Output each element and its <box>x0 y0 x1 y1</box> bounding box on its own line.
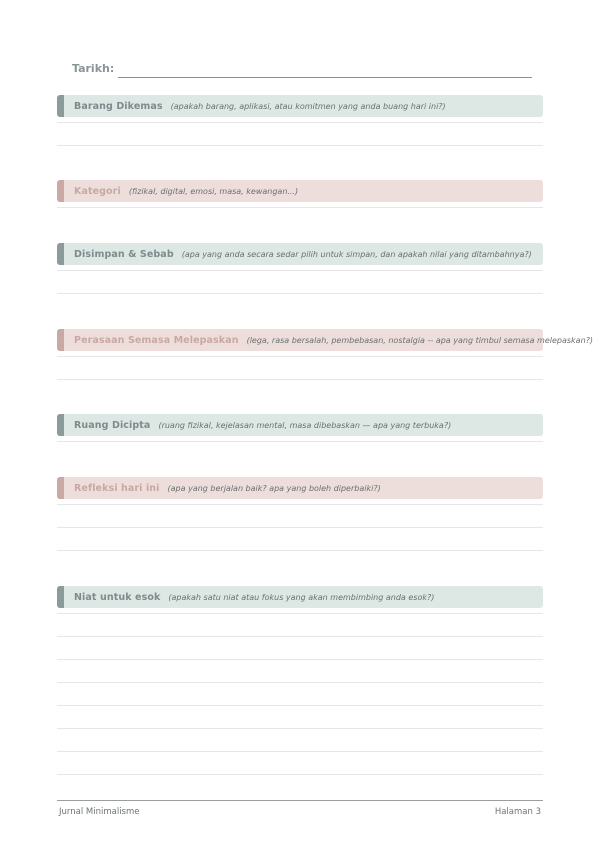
section-header <box>57 586 543 608</box>
section-header <box>57 180 543 202</box>
writing-line[interactable] <box>57 293 543 294</box>
section-hint: (ruang fizikal, kejelasan mental, masa dibebaskan — apa yang terbuka?) <box>158 420 452 430</box>
section-accent-bar <box>57 95 64 117</box>
section-hint: (fizikal, digital, emosi, masa, kewangan...) <box>128 186 299 196</box>
writing-line[interactable] <box>57 636 543 637</box>
section-refleksi <box>57 477 543 499</box>
writing-line[interactable] <box>57 751 543 752</box>
section-title: Perasaan Semasa Melepaskan <box>74 334 239 346</box>
writing-line[interactable] <box>57 356 543 357</box>
section-barang-dikemas <box>57 95 543 117</box>
section-title: Ruang Dicipta <box>74 419 151 431</box>
section-title: Refleksi hari ini <box>74 482 160 494</box>
section-title: Disimpan & Sebab <box>74 248 174 260</box>
section-accent-bar <box>57 243 64 265</box>
section-header <box>57 414 543 436</box>
section-hint: (apa yang berjalan baik? apa yang boleh diperbaiki?) <box>167 483 381 493</box>
section-header <box>57 477 543 499</box>
section-header <box>57 243 543 265</box>
section-kategori <box>57 180 543 202</box>
section-header <box>57 95 543 117</box>
writing-line[interactable] <box>57 774 543 775</box>
writing-line[interactable] <box>57 379 543 380</box>
date-label: Tarikh: <box>72 62 115 75</box>
date-input-line[interactable] <box>118 77 532 78</box>
section-header <box>57 329 594 351</box>
writing-line[interactable] <box>57 682 543 683</box>
section-hint: (apa yang anda secara sedar pilih untuk simpan, dan apakah nilai yang ditambahnya?) <box>181 249 532 259</box>
section-title: Niat untuk esok <box>74 591 161 603</box>
writing-line[interactable] <box>57 705 543 706</box>
section-accent-bar <box>57 586 64 608</box>
section-accent-bar <box>57 477 64 499</box>
section-hint: (apakah barang, aplikasi, atau komitmen yang anda buang hari ini?) <box>170 101 446 111</box>
writing-line[interactable] <box>57 207 543 208</box>
section-hint: (lega, rasa bersalah, pembebasan, nostalgia -- apa yang timbul semasa melepaskan?) <box>246 335 594 345</box>
writing-line[interactable] <box>57 550 543 551</box>
section-title: Barang Dikemas <box>74 100 163 112</box>
writing-line[interactable] <box>57 728 543 729</box>
writing-line[interactable] <box>57 145 543 146</box>
section-accent-bar <box>57 329 64 351</box>
writing-line[interactable] <box>57 504 543 505</box>
section-disimpan-sebab <box>57 243 543 265</box>
section-ruang-dicipta <box>57 414 543 436</box>
writing-line[interactable] <box>57 122 543 123</box>
section-accent-bar <box>57 180 64 202</box>
footer-journal-name: Jurnal Minimalisme <box>59 807 140 817</box>
writing-line[interactable] <box>57 270 543 271</box>
date-row <box>72 62 532 80</box>
footer-divider <box>57 800 543 801</box>
footer-page-number: Halaman 3 <box>494 807 541 817</box>
writing-line[interactable] <box>57 613 543 614</box>
writing-line[interactable] <box>57 441 543 442</box>
section-perasaan-melepaskan <box>57 329 594 351</box>
section-niat-esok <box>57 586 543 608</box>
writing-line[interactable] <box>57 659 543 660</box>
writing-line[interactable] <box>57 527 543 528</box>
section-accent-bar <box>57 414 64 436</box>
section-hint: (apakah satu niat atau fokus yang akan membimbing anda esok?) <box>168 592 435 602</box>
section-title: Kategori <box>74 185 121 197</box>
